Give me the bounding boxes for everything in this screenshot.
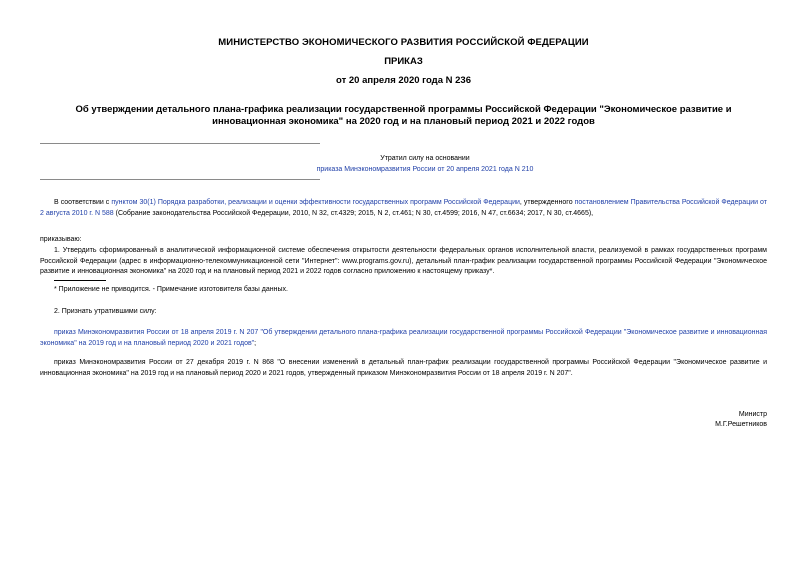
divider-bottom (40, 179, 320, 180)
document-type: ПРИКАЗ (384, 56, 423, 67)
preamble-paragraph (40, 198, 767, 219)
document-title: Об утверждении детального плана-графика реализации государственной программы Российской Федерации "Экономическое развитие и инновационная экономика" на 2020 год и на плановый период 2021 и 2022 годов (75, 104, 732, 127)
order-word: приказываю: (40, 236, 82, 243)
preamble-text-2: , утвержденного (519, 199, 575, 206)
repealed-order-1-end: ; (254, 339, 257, 347)
procedure-link[interactable]: пунктом 30(1) Порядка разработки, реализации и оценки эффективности государственных программ Российской Федерации (111, 199, 520, 206)
government-decree-link[interactable]: постановлением Правительства Российской Федерации от 2 августа 2010 г. N 588 (40, 199, 768, 217)
preamble-text-3: (Собрание законодательства Российской Федерации, 2010, N 32, ст.4329; 2015, N 2, ст.461; N 30, ст.4599; 2016, N 47, ст.6634; 2017, N 30, ст.4665), (113, 209, 594, 217)
divider-top (40, 143, 320, 144)
item-1-paragraph: 1. Утвердить сформированный в аналитической информационной системе обеспечения открытости деятельности федеральных органов исполнительной власти, реализуемой в рамках государственных программ Российской Федерации (адрес в информационно-телекоммуникационной сети "Интернет": www.programs.gov.ru), детальный план-график реализации государственной программы Российской Федерации "Экономическое развитие и инновационная экономика" на 2020 год и на плановый период 2021 и 2022 годов согласно приложению к настоящему приказу*. (40, 247, 767, 275)
signature-position: Министр (738, 411, 767, 418)
signature-name: М.Г.Решетников (715, 421, 767, 428)
repealed-order-1 (40, 328, 767, 349)
item-2-paragraph: 2. Признать утратившими силу: (54, 308, 157, 315)
document-date-number: от 20 апреля 2020 года N 236 (336, 75, 471, 86)
repealed-order-2: приказ Минэкономразвития России от 27 декабря 2019 г. N 868 "О внесении изменений в детальный план-график реализации государственной программы Российской Федерации "Экономическое развитие и инновационная экономика" на 2019 год и на плановый период 2020 и 2021 годов, утвержденный приказом Минэкономразвития России от 18 апреля 2019 г. N 207". (40, 359, 767, 377)
repealed-order-1-link[interactable]: приказ Минэкономразвития России от 18 апреля 2019 г. N 207 "Об утверждении детального плана-графика реализации государственной программы Российской Федерации "Экономическое развитие и инновационная экономика" на 2019 год и на плановый период 2020 и 2021 годов" (40, 329, 767, 347)
preamble-text-1: В соответствии с (54, 199, 112, 206)
status-note-line: Утратил силу на основании (380, 155, 470, 162)
status-note-link[interactable]: приказа Минэкономразвития России от 20 апреля 2021 года N 210 (316, 166, 534, 173)
ministry-name: МИНИСТЕРСТВО ЭКОНОМИЧЕСКОГО РАЗВИТИЯ РОССИЙСКОЙ ФЕДЕРАЦИИ (218, 37, 589, 48)
footnote-rule (54, 280, 106, 281)
footnote: * Приложение не приводится. - Примечание изготовителя базы данных. (54, 286, 288, 293)
